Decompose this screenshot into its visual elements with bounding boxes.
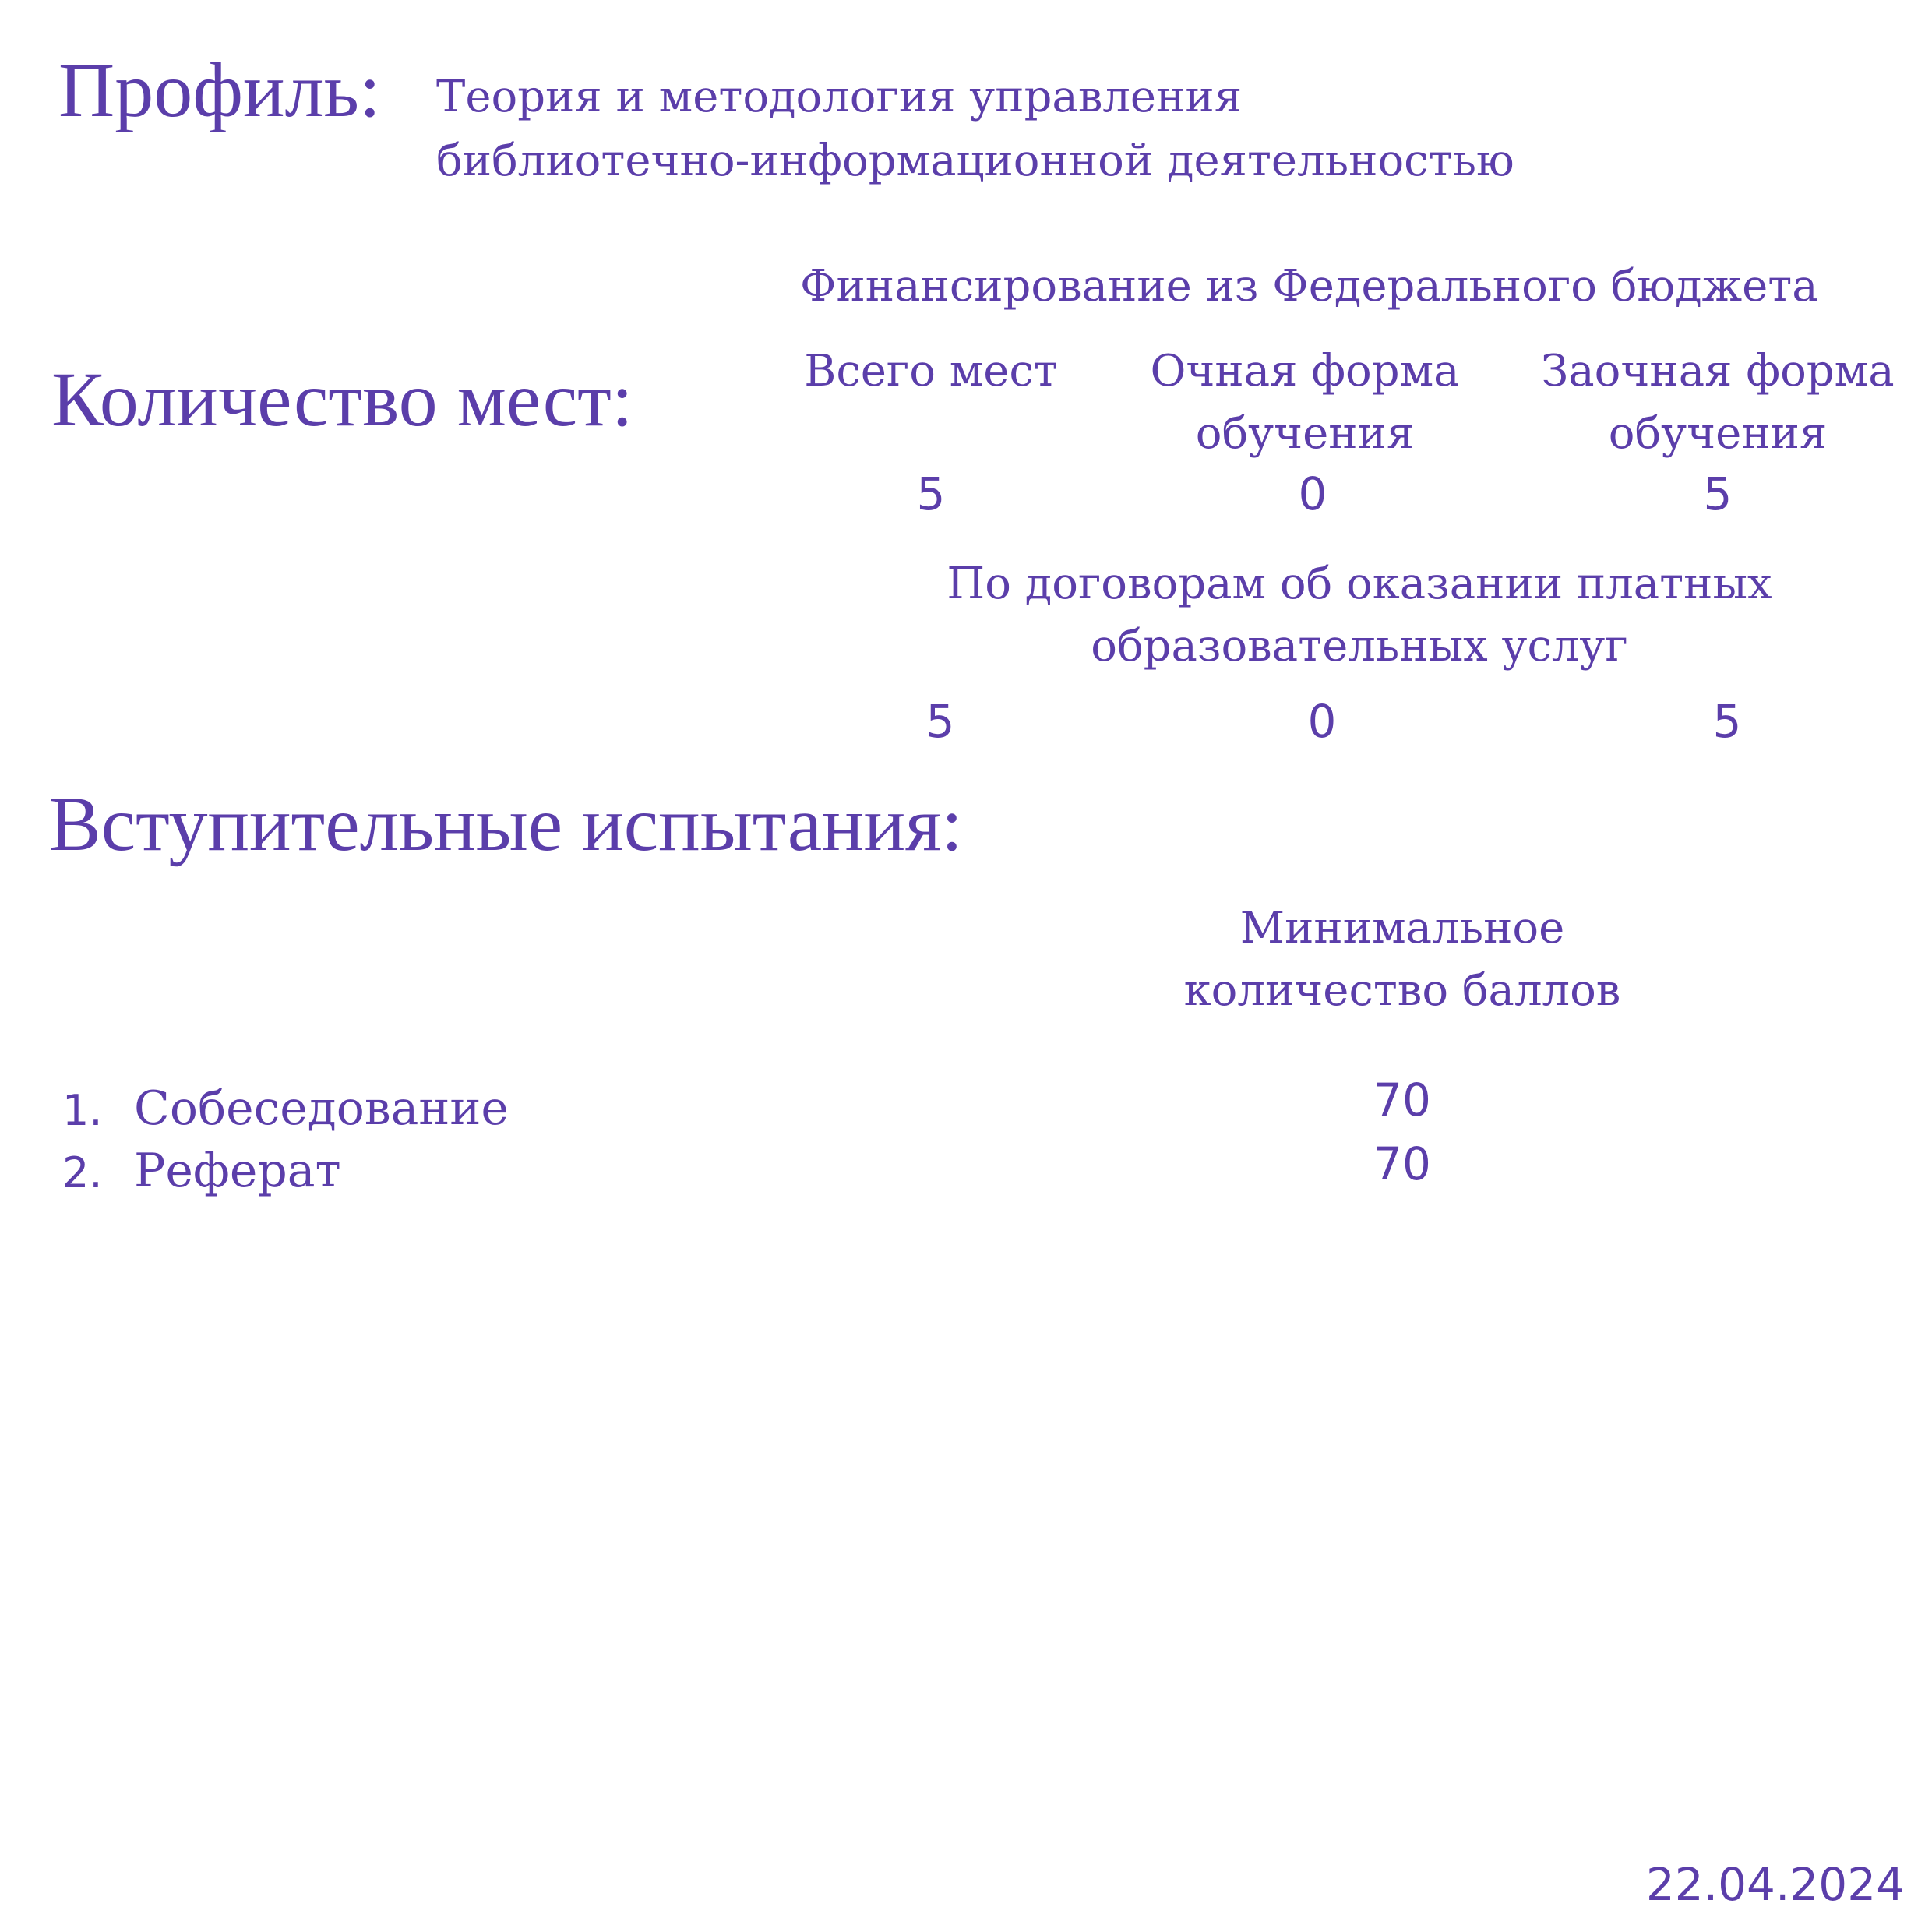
entrance-exams-heading: Вступительные испытания: <box>49 781 963 867</box>
paid-full-time-value: 0 <box>1307 695 1337 748</box>
column-header-full-time: Очная форма обучения <box>1150 346 1460 459</box>
exam-number: 1. <box>62 1086 103 1135</box>
slide-date: 22.04.2024 <box>1645 1858 1905 1911</box>
column-header-total-places: Всего мест <box>804 346 1058 397</box>
paid-part-time-value: 5 <box>1712 695 1742 748</box>
paid-services-title: По договорам об оказании платных образовательных услуг <box>947 559 1772 672</box>
exam-name: Реферат <box>134 1144 341 1198</box>
budget-part-time-value: 5 <box>1703 467 1733 520</box>
column-header-part-time: Заочная форма обучения <box>1541 346 1895 459</box>
profile-name-line-2: библиотечно-информационной деятельностью <box>436 136 1514 186</box>
exam-min-score: 70 <box>1373 1137 1431 1190</box>
exam-min-score: 70 <box>1373 1074 1431 1126</box>
places-heading: Количество мест: <box>51 356 633 442</box>
profile-heading: Профиль: <box>58 47 381 133</box>
minimum-score-header: Минимальное количество баллов <box>1183 903 1621 1016</box>
budget-full-time-value: 0 <box>1298 467 1327 520</box>
budget-total-value: 5 <box>916 467 946 520</box>
exam-number: 2. <box>62 1148 103 1197</box>
budget-funding-title: Финансирование из Федерального бюджета <box>800 261 1818 312</box>
exam-name: Собеседование <box>134 1081 509 1136</box>
paid-total-value: 5 <box>925 695 955 748</box>
profile-name-line-1: Теория и методология управления <box>436 72 1243 122</box>
